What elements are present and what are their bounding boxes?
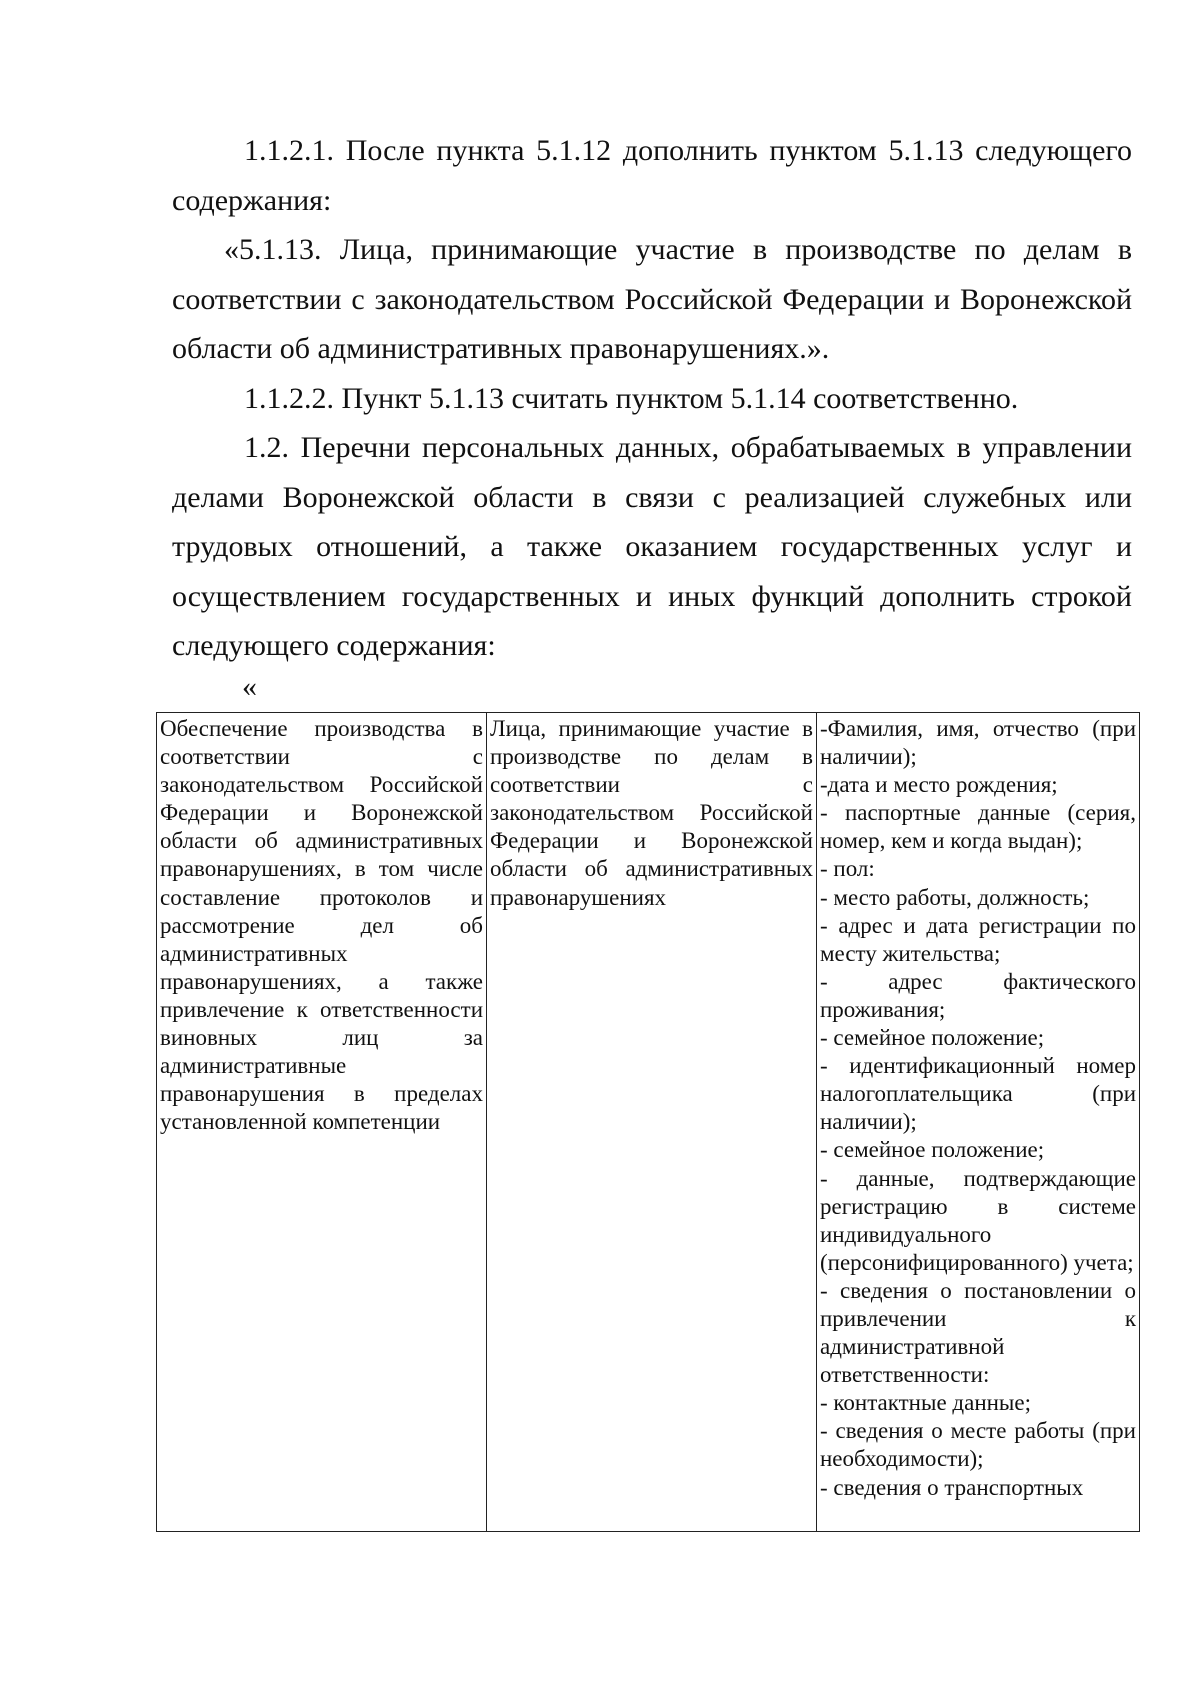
list-item: - семейное положение;	[820, 1025, 1045, 1051]
paragraph-5-1-13-quote: «5.1.13. Лица, принимающие участие в производстве по делам в соответствии с законодательством Российской Федерации и Воронежской области об административных правонарушениях.».	[172, 233, 1132, 365]
opening-quote-mark: «	[242, 670, 257, 703]
list-item: - сведения о транспортных	[820, 1474, 1084, 1500]
cell-data-subjects: Лица, принимающие участие в производстве по делам в соответствии с законодательством Российской Федерации и Воронежской области об административных правонарушениях	[487, 713, 817, 1532]
list-item: -Фамилия, имя, отчество (при наличии);	[820, 716, 1136, 770]
list-item: - контактные данные;	[820, 1390, 1031, 1416]
cell-processing-purpose: Обеспечение производства в соответствии с законодательством Российской Федерации и Воронежской области об административных правонарушениях, в том числе составление протоколов и рассмотрение дел об административных правонарушениях, а также привлечение к ответственности виновных лиц за административные правонарушения в пределах установленной компетенции	[157, 713, 487, 1532]
list-item: - идентификационный номер налогоплательщика (при наличии);	[820, 1053, 1136, 1135]
list-item: - сведения о месте работы (при необходимости);	[820, 1418, 1136, 1472]
paragraph-1-2: 1.2. Перечни персональных данных, обрабатываемых в управлении делами Воронежской области в связи с реализацией служебных или трудовых отношений, а также оказанием государственных услуг и осуществлением государственных и иных функций дополнить строкой следующего содержания:	[172, 431, 1132, 662]
list-item: - адрес фактического проживания;	[820, 968, 1136, 1022]
paragraph-1-1-2-2: 1.1.2.2. Пункт 5.1.13 считать пунктом 5.1.14 соответственно.	[244, 381, 1019, 415]
list-item: - адрес и дата регистрации по месту жительства;	[820, 912, 1136, 966]
table-row	[157, 713, 1140, 1532]
list-item: - данные, подтверждающие регистрацию в системе индивидуального (персонифицированного) учета;	[820, 1165, 1136, 1275]
list-item: - пол:	[820, 856, 875, 882]
list-item: - паспортные данные (серия, номер, кем и когда выдан);	[820, 800, 1136, 854]
list-item: -дата и место рождения;	[820, 772, 1058, 798]
list-item: - сведения о постановлении о привлечении к административной ответственности:	[820, 1277, 1136, 1388]
list-item: - семейное положение;	[820, 1137, 1045, 1163]
paragraph-1-1-2-1: 1.1.2.1. После пункта 5.1.12 дополнить пунктом 5.1.13 следующего содержания:	[172, 134, 1132, 217]
document-body	[172, 126, 1132, 671]
cell-personal-data-list	[817, 713, 1140, 1532]
personal-data-table	[156, 712, 1140, 1532]
list-item: - место работы, должность;	[820, 884, 1090, 910]
